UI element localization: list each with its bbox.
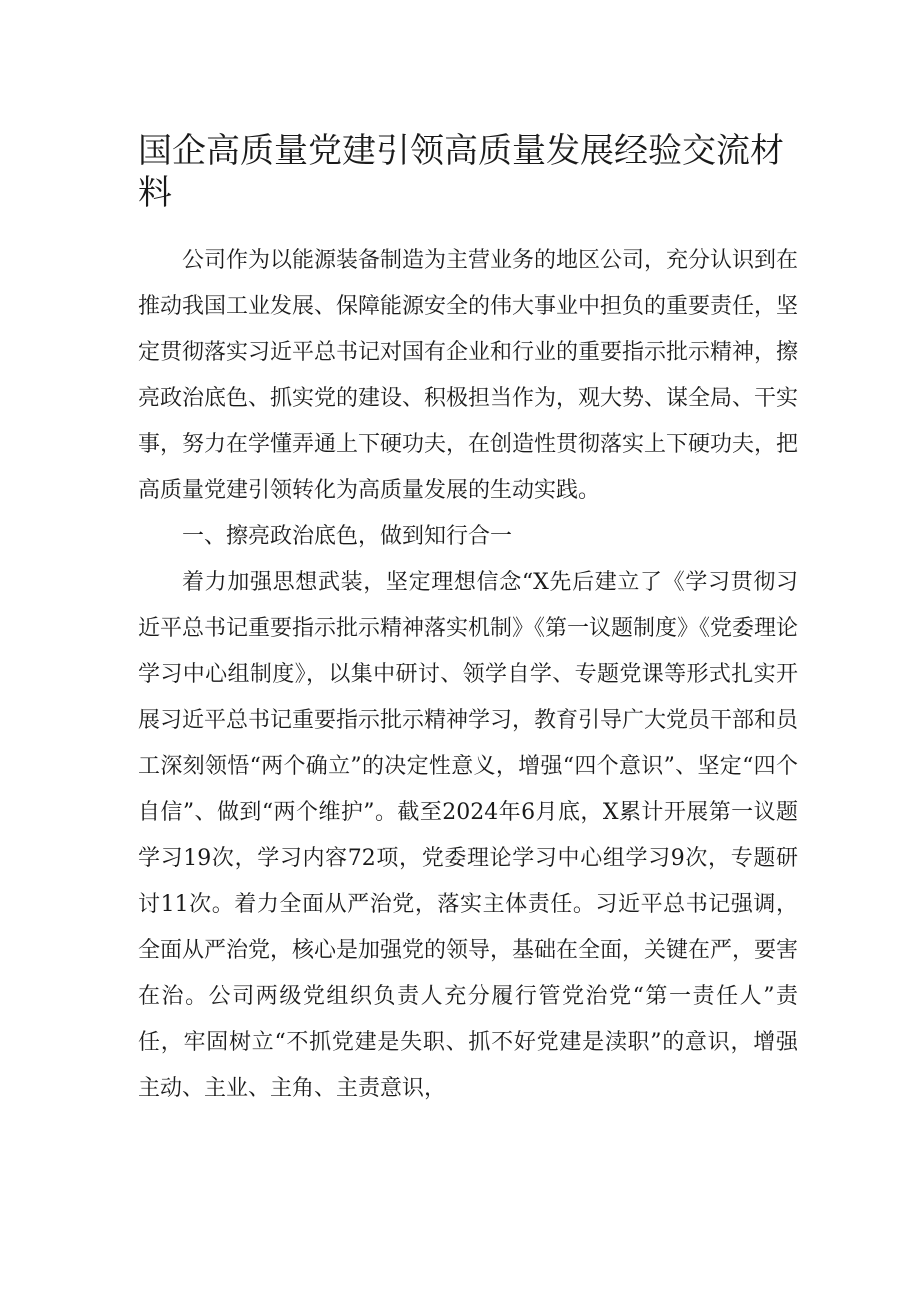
document-body (138, 238, 798, 1112)
body-paragraph: 着力加强思想武装，坚定理想信念“X先后建立了《学习贯彻习近平总书记重要指示批示精神落实机制》《第一议题制度》《党委理论学习中心组制度》，以集中研讨、领学自学、专题党课等形式扎实开展习近平总书记重要指示批示精神学习，教育引导广大党员干部和员工深刻领悟“两个确立”的决定性意义，增强“四个意识”、坚定“四个自信”、做到“两个维护”。截至2024年6月底，X累计开展第一议题学习19次，学习内容72项，党委理论学习中心组学习9次，专题研讨11次。着力全面从严治党，落实主体责任。习近平总书记强调，全面从严治党，核心是加强党的领导，基础在全面，关键在严，要害在治。公司两级党组织负责人充分履行管党治党“第一责任人”责任，牢固树立“不抓党建是失职、抓不好党建是渎职”的意识，增强主动、主业、主角、主责意识， (138, 570, 799, 1101)
document-title: 国企高质量党建引领高质量发展经验交流材料 (138, 131, 784, 213)
section-heading: 一、擦亮政治底色，做到知行合一 (182, 524, 513, 549)
intro-paragraph: 公司作为以能源装备制造为主营业务的地区公司，充分认识到在推动我国工业发展、保障能源安全的伟大事业中担负的重要责任，坚定贯彻落实习近平总书记对国有企业和行业的重要指示批示精神，擦亮政治底色、抓实党的建设、积极担当作为，观大势、谋全局、干实事，努力在学懂弄通上下硬功夫，在创造性贯彻落实上下硬功夫，把高质量党建引领转化为高质量发展的生动实践。 (138, 248, 799, 503)
